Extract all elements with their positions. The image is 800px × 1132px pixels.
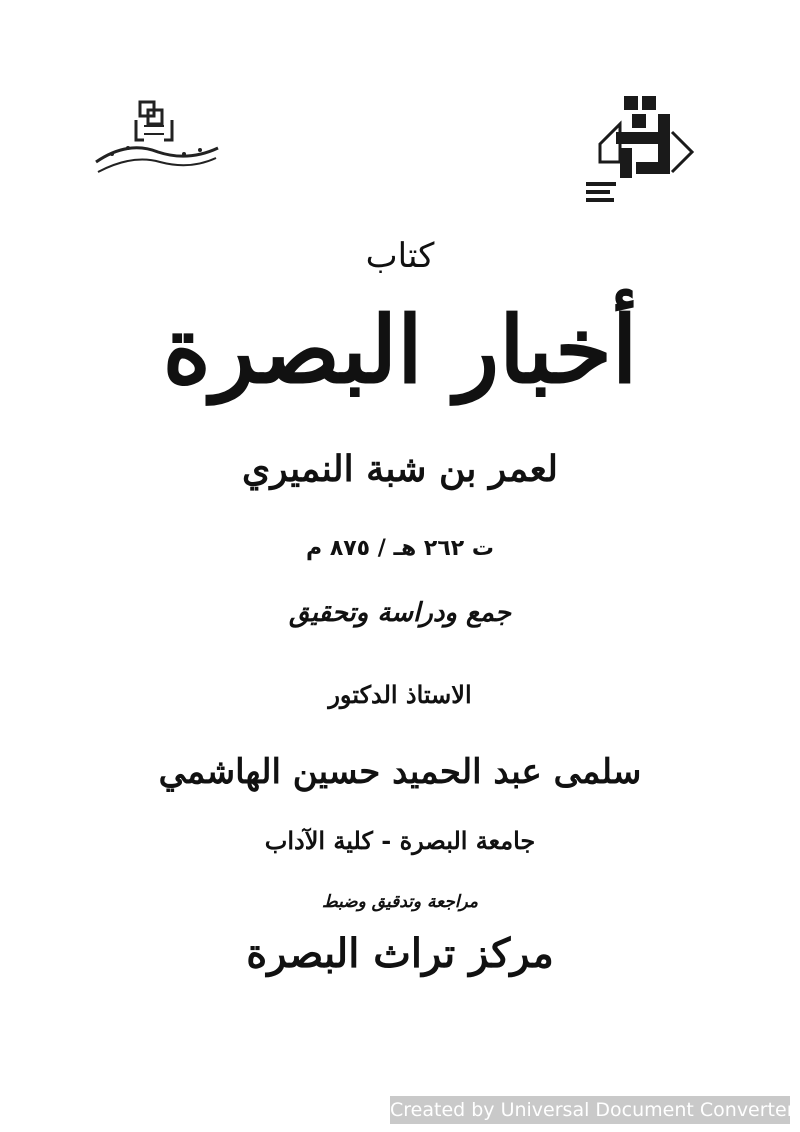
basra-heritage-center-logo [580,92,704,210]
review-label: مراجعة وتدقيق وضبط [321,892,479,912]
abbas-shrine-logo [88,92,224,184]
death-date: ت ٢٦٢ هـ / ٨٧٥ م [306,536,494,561]
university-affiliation: جامعة البصرة - كلية الآداب [264,826,536,855]
author-name: لعمر بن شبة النميري [242,448,558,490]
professor-label: الاستاذ الدكتور [328,680,472,709]
book-label: كتاب [365,236,435,276]
editor-name: سلمى عبد الحميد حسين الهاشمي [158,752,642,792]
publisher-center-name: مركز تراث البصرة [246,930,554,977]
compilation-label: جمع ودراسة وتحقيق [289,598,511,628]
book-title: أخبار البصرة [162,296,638,404]
converter-watermark: Created by Universal Document Converter [390,1096,790,1124]
